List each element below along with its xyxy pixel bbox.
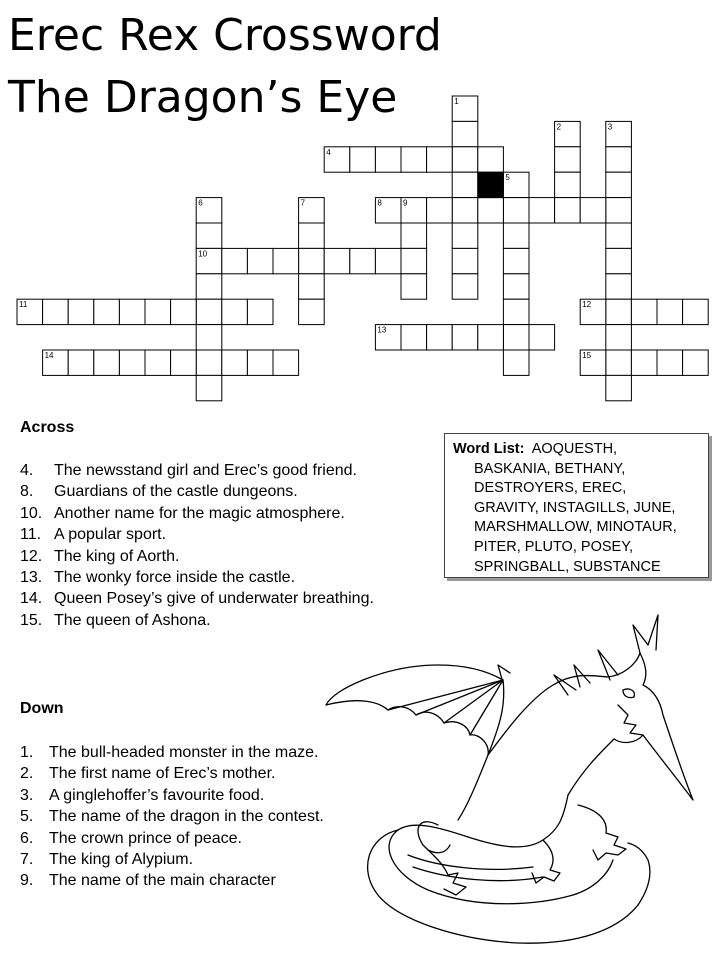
grid-cell[interactable] [350, 248, 376, 273]
grid-cell[interactable] [401, 325, 427, 350]
word-list-line: PITER, PLUTO, POSEY, [474, 538, 634, 555]
grid-cell[interactable] [631, 350, 657, 375]
grid-cell[interactable] [606, 325, 632, 350]
dragon-illustration [318, 605, 718, 955]
grid-cell[interactable] [657, 350, 683, 375]
grid-cell[interactable] [94, 299, 120, 324]
cell-number: 14 [44, 351, 54, 360]
word-list-line: BASKANIA, BETHANY, [474, 460, 626, 477]
grid-cell[interactable] [452, 147, 478, 172]
grid-cell[interactable] [350, 147, 376, 172]
cell-number: 8 [377, 198, 382, 208]
grid-cell[interactable] [555, 198, 581, 223]
grid-cell[interactable] [196, 325, 222, 350]
down-heading: Down [20, 700, 64, 717]
clue-across-15: 15. The queen of Ashona. [20, 611, 211, 629]
grid-cell[interactable] [68, 299, 94, 324]
puzzle-title: Erec Rex Crossword [8, 10, 442, 61]
grid-cell[interactable] [196, 223, 222, 248]
grid-cell[interactable] [375, 147, 401, 172]
grid-cell[interactable] [299, 299, 325, 324]
grid-cell[interactable] [401, 248, 427, 273]
clue-down-9: 9. The name of the main character [20, 872, 276, 890]
grid-cell[interactable] [299, 223, 325, 248]
cell-number: 7 [300, 198, 306, 208]
grid-cell[interactable] [452, 172, 478, 197]
grid-cell[interactable] [478, 147, 504, 172]
grid-cell[interactable] [273, 350, 299, 375]
grid-cell[interactable] [606, 350, 632, 375]
clue-down-1: 1. The bull-headed monster in the maze. [20, 744, 319, 761]
grid-cell[interactable] [222, 299, 248, 324]
down-clue-list [20, 742, 324, 892]
word-list-label: Word List: [453, 441, 525, 457]
grid-cell[interactable] [606, 375, 632, 400]
grid-cell[interactable] [222, 248, 248, 273]
word-list-line: MARSHMALLOW, MINOTAUR, [474, 519, 677, 536]
word-list-box [444, 433, 709, 578]
grid-cell[interactable] [119, 299, 145, 324]
grid-cell[interactable] [427, 147, 453, 172]
clue-across-4: 4. The newsstand girl and Erec’s good friend. [20, 462, 357, 479]
grid-cell[interactable] [222, 350, 248, 375]
cell-number: 6 [198, 198, 203, 208]
grid-cell[interactable] [580, 198, 606, 223]
grid-cell[interactable] [503, 248, 529, 273]
grid-cell[interactable] [196, 299, 222, 324]
grid-cell[interactable] [247, 350, 273, 375]
grid-cell[interactable] [606, 299, 632, 324]
grid-cell[interactable] [299, 248, 325, 273]
grid-cell[interactable] [452, 198, 478, 223]
grid-cell[interactable] [606, 274, 632, 299]
grid-cell[interactable] [529, 325, 555, 350]
grid-cell[interactable] [503, 299, 529, 324]
grid-cell[interactable] [171, 299, 197, 324]
word-list-line: SPRINGBALL, SUBSTANCE [474, 558, 661, 575]
grid-cell[interactable] [145, 299, 171, 324]
grid-cell[interactable] [94, 350, 120, 375]
clue-across-14: 14. Queen Posey’s give of underwater breathing. [20, 590, 374, 608]
cell-number: 4 [326, 147, 331, 157]
grid-cell[interactable] [631, 299, 657, 324]
grid-cell[interactable] [299, 274, 325, 299]
clue-down-7: 7. The king of Alypium. [20, 850, 194, 868]
cell-number: 11 [19, 300, 28, 310]
grid-cell[interactable] [171, 350, 197, 375]
grid-cell[interactable] [427, 198, 453, 223]
cell-number: 3 [607, 122, 613, 132]
grid-cell[interactable] [503, 350, 529, 375]
clue-across-12: 12. The king of Aorth. [20, 547, 180, 565]
word-list-line: GRAVITY, INSTAGILLS, JUNE, [474, 499, 676, 516]
cell-number: 13 [377, 325, 387, 335]
grid-cell[interactable] [196, 375, 222, 400]
grid-cell[interactable] [452, 223, 478, 248]
cell-number: 15 [582, 351, 592, 360]
cell-number: 9 [403, 198, 408, 208]
grid-cell[interactable] [606, 248, 632, 273]
grid-cell[interactable] [529, 198, 555, 223]
clue-down-6: 6. The crown prince of peace. [20, 829, 242, 847]
cell-number: 2 [556, 122, 562, 132]
word-list-line: AOQUESTH, [531, 441, 618, 457]
grid-cell[interactable] [503, 198, 529, 223]
grid-cell[interactable] [247, 299, 273, 324]
cell-number: 5 [505, 173, 510, 183]
grid-cell[interactable] [657, 299, 683, 324]
grid-cell[interactable] [478, 325, 504, 350]
clue-down-3: 3. A ginglehoffer’s favourite food. [20, 786, 265, 804]
grid-cell[interactable] [145, 350, 171, 375]
grid-cell[interactable] [503, 274, 529, 299]
grid-cell[interactable] [503, 223, 529, 248]
grid-cell[interactable] [273, 248, 299, 273]
puzzle-subtitle: The Dragon’s Eye [8, 72, 398, 123]
grid-cell[interactable] [427, 325, 453, 350]
grid-cell[interactable] [401, 274, 427, 299]
grid-cell[interactable] [606, 147, 632, 172]
grid-cell[interactable] [683, 299, 709, 324]
clue-down-2: 2. The first name of Erec’s mother. [20, 765, 276, 783]
grid-cell[interactable] [683, 350, 709, 375]
grid-cell[interactable] [452, 121, 478, 146]
grid-cell[interactable] [503, 325, 529, 350]
grid-cell[interactable] [401, 147, 427, 172]
clue-across-11: 11. A popular sport. [20, 526, 167, 544]
crossword-grid [0, 0, 718, 420]
cell-number: 10 [198, 249, 208, 259]
across-heading: Across [20, 419, 75, 436]
grid-cell[interactable] [247, 248, 273, 273]
grid-cell[interactable] [196, 350, 222, 375]
grid-cell[interactable] [196, 274, 222, 299]
grid-cell[interactable] [324, 248, 350, 273]
grid-cell[interactable] [452, 248, 478, 273]
clue-across-13: 13. The wonky force inside the castle. [20, 568, 296, 586]
clue-down-5: 5. The name of the dragon in the contest. [20, 808, 324, 826]
grid-cell[interactable] [452, 325, 478, 350]
grid-cell[interactable] [119, 350, 145, 375]
grid-cell[interactable] [452, 274, 478, 299]
word-list-line: DESTROYERS, EREC, [474, 480, 627, 497]
cell-number: 12 [582, 300, 592, 310]
grid-cell[interactable] [555, 147, 581, 172]
grid-cell[interactable] [555, 172, 581, 197]
cell-number: 1 [454, 97, 459, 106]
clue-across-10: 10. Another name for the magic atmosphere. [20, 504, 345, 522]
grid-cell[interactable] [375, 248, 401, 273]
grid-cell[interactable] [401, 223, 427, 248]
grid-cell[interactable] [68, 350, 94, 375]
grid-cell[interactable] [43, 299, 69, 324]
grid-cell[interactable] [606, 198, 632, 223]
grid-cell[interactable] [478, 198, 504, 223]
clue-across-8: 8. Guardians of the castle dungeons. [20, 483, 298, 501]
blocked-cell [478, 172, 504, 197]
grid-cell[interactable] [606, 172, 632, 197]
grid-cell[interactable] [606, 223, 632, 248]
